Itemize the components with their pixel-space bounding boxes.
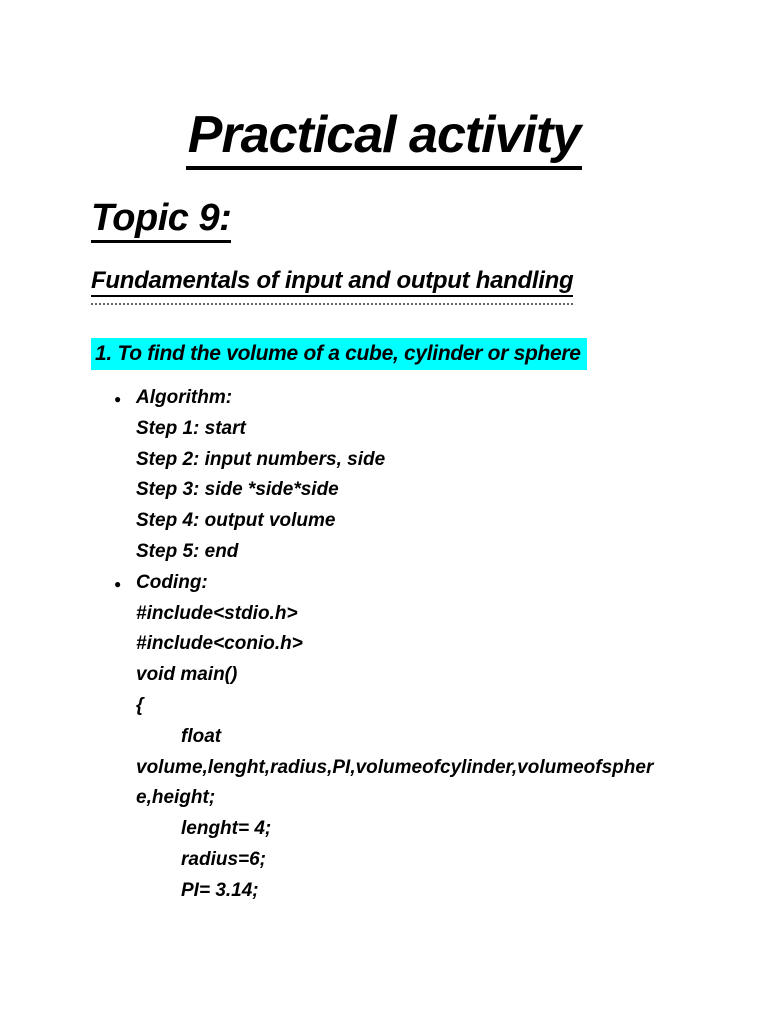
coding-bullet xyxy=(112,568,752,599)
algorithm-step: Step 2: input numbers, side xyxy=(136,448,386,470)
code-line: #include<stdio.h> xyxy=(136,602,298,624)
algorithm-step: Step 5: end xyxy=(136,540,239,562)
question-heading: 1. To find the volume of a cube, cylinder or sphere xyxy=(91,338,587,370)
topic-heading: Topic 9: xyxy=(91,192,231,244)
answer-list xyxy=(112,383,752,907)
code-line: radius=6; xyxy=(181,848,267,870)
code-line: e,height; xyxy=(136,787,216,809)
code-line: lenght= 4; xyxy=(181,818,272,840)
code-line: #include<conio.h> xyxy=(136,633,303,655)
algorithm-step: Step 4: output volume xyxy=(136,510,336,532)
page-title: Practical activity xyxy=(0,100,768,170)
topic-subtitle: Fundamentals of input and output handling xyxy=(91,264,573,298)
algorithm-bullet xyxy=(112,383,752,414)
code-line: volume,lenght,radius,PI,volumeofcylinder,volumeofspher xyxy=(136,756,654,778)
bullet-icon: ● xyxy=(114,576,122,591)
algorithm-label: Algorithm: xyxy=(136,387,233,408)
dotted-underline xyxy=(91,300,573,305)
code-line: { xyxy=(136,694,144,716)
algorithm-step: Step 1: start xyxy=(136,417,246,439)
code-line: PI= 3.14; xyxy=(181,879,259,901)
bullet-icon: ● xyxy=(114,392,122,406)
code-line: float xyxy=(181,725,222,747)
code-line: void main() xyxy=(136,664,238,686)
coding-label: Coding: xyxy=(136,571,208,593)
algorithm-step: Step 3: side *side*side xyxy=(136,479,339,501)
